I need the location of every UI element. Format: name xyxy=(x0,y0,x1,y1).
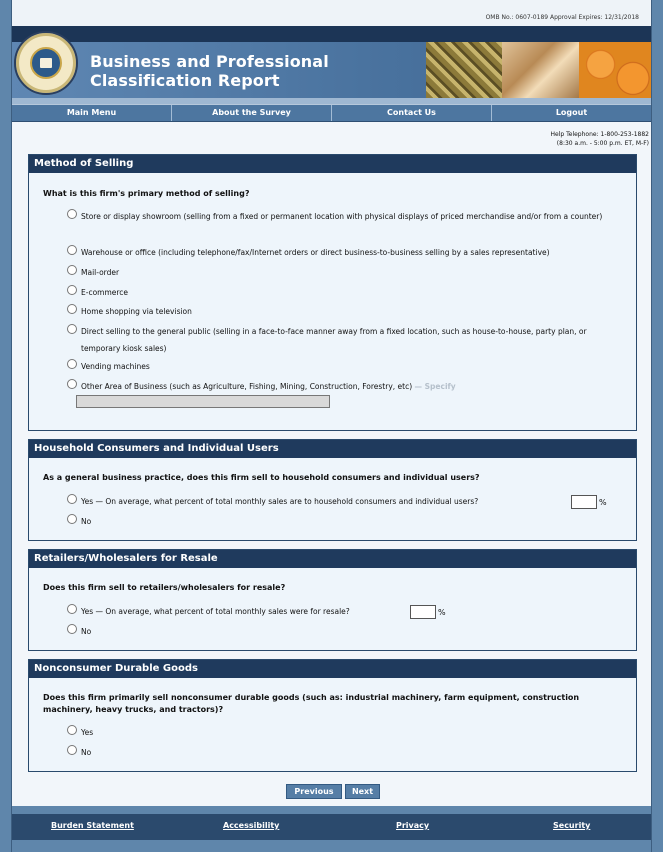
nav-main-menu[interactable]: Main Menu xyxy=(12,105,172,121)
footer-accessibility-link[interactable]: Accessibility xyxy=(223,821,280,830)
option-label: Yes — On average, what percent of total monthly sales were for resale? xyxy=(81,607,350,616)
percent-sign: % xyxy=(438,608,446,617)
option-yes xyxy=(67,603,622,620)
book-icon xyxy=(40,58,52,68)
option-store-showroom xyxy=(67,208,622,225)
header-banner xyxy=(12,26,651,104)
section-retailers-wholesalers xyxy=(28,549,637,651)
previous-button[interactable]: Previous xyxy=(286,784,342,799)
section-household-consumers xyxy=(28,439,637,541)
option-vending-machines xyxy=(67,358,622,375)
question-text: Does this firm primarily sell nonconsumer durable goods (such as: industrial machinery, farm equipment, construction machinery, heavy trucks, and tractors)? xyxy=(43,693,580,714)
option-yes xyxy=(67,724,622,741)
section-title: Method of Selling xyxy=(29,155,636,173)
radio-no[interactable] xyxy=(67,745,77,755)
footer-privacy-link[interactable]: Privacy xyxy=(396,821,430,830)
question-text: As a general business practice, does this firm sell to household consumers and individual users? xyxy=(43,473,480,482)
option-label: Yes — On average, what percent of total monthly sales are to household consumers and individual users? xyxy=(81,497,479,506)
percent-input[interactable] xyxy=(571,495,597,509)
radio-yes[interactable] xyxy=(67,494,77,504)
section-title: Household Consumers and Individual Users xyxy=(29,440,636,458)
radio-vending-machines[interactable] xyxy=(67,359,77,369)
help-hours-line: (8:30 a.m. - 5:00 p.m. ET, M-F) xyxy=(556,140,649,147)
radio-mail-order[interactable] xyxy=(67,265,77,275)
option-label: No xyxy=(81,627,92,636)
footer-burden-statement-link[interactable]: Burden Statement xyxy=(51,821,134,830)
option-label: No xyxy=(81,748,92,757)
radio-e-commerce[interactable] xyxy=(67,285,77,295)
title-line-2: Classification Report xyxy=(90,71,280,90)
specify-label: — Specify xyxy=(414,382,456,391)
specify-input[interactable] xyxy=(76,395,330,408)
nav-logout[interactable]: Logout xyxy=(555,108,588,117)
option-mail-order xyxy=(67,264,622,281)
option-no xyxy=(67,744,622,761)
section-nonconsumer-durable-goods xyxy=(28,659,637,772)
percent-sign: % xyxy=(599,498,607,507)
option-label: Store or display showroom (selling from a fixed or permanent location with physical displays of priced merchandise and/or from a counter) xyxy=(81,212,603,221)
option-warehouse-office xyxy=(67,244,622,261)
option-direct-selling xyxy=(67,323,622,357)
section-title: Nonconsumer Durable Goods xyxy=(29,660,636,678)
option-label: Home shopping via television xyxy=(81,307,192,316)
page-frame xyxy=(11,0,652,852)
section-title: Retailers/Wholesalers for Resale xyxy=(29,550,636,568)
oranges-photo xyxy=(579,42,651,98)
radio-warehouse-office[interactable] xyxy=(67,245,77,255)
header-photos xyxy=(426,42,651,98)
radio-other-business[interactable] xyxy=(67,379,77,389)
option-e-commerce xyxy=(67,284,622,301)
nav-about-survey[interactable]: About the Survey xyxy=(172,105,332,121)
omb-notice: OMB No.: 0607-0189 Approval Expires: 12/31/2018 xyxy=(12,0,651,26)
option-no xyxy=(67,513,622,530)
section-method-of-selling xyxy=(28,154,637,431)
commerce-seal-logo xyxy=(14,31,78,95)
main-nav xyxy=(12,104,651,122)
option-label: Yes xyxy=(81,728,94,737)
option-home-shopping-tv xyxy=(67,303,622,320)
option-yes xyxy=(67,493,622,510)
radio-store-showroom[interactable] xyxy=(67,209,77,219)
radio-direct-selling[interactable] xyxy=(67,324,77,334)
question-text: What is this firm's primary method of selling? xyxy=(43,189,250,198)
option-label: Vending machines xyxy=(81,362,150,371)
option-label: Warehouse or office (including telephone/fax/Internet orders or direct business-to-business selling by a sales representative) xyxy=(81,248,550,257)
footer xyxy=(12,806,651,852)
option-label: Mail-order xyxy=(81,268,120,277)
nav-contact-us[interactable]: Contact Us xyxy=(332,105,492,121)
option-label: Other Area of Business (such as Agriculture, Fishing, Mining, Construction, Forestry, etc) xyxy=(81,382,413,391)
percent-input[interactable] xyxy=(410,605,436,619)
footer-security-link[interactable]: Security xyxy=(553,821,591,830)
hardware-photo xyxy=(426,42,502,98)
radio-no[interactable] xyxy=(67,624,77,634)
option-no xyxy=(67,623,622,640)
radio-home-shopping-tv[interactable] xyxy=(67,304,77,314)
boxes-photo xyxy=(502,42,579,98)
question-text: Does this firm sell to retailers/wholesalers for resale? xyxy=(43,583,286,592)
help-phone-line: Help Telephone: 1-800-253-1882 xyxy=(550,131,649,138)
option-label: E-commerce xyxy=(81,288,129,297)
seal-emblem-icon xyxy=(30,47,62,79)
option-label: No xyxy=(81,517,92,526)
radio-yes[interactable] xyxy=(67,725,77,735)
radio-yes[interactable] xyxy=(67,604,77,614)
radio-no[interactable] xyxy=(67,514,77,524)
next-button[interactable]: Next xyxy=(345,784,380,799)
page-title xyxy=(90,52,329,90)
option-label: Direct selling to the general public (selling in a face-to-face manner away from a fixed location, such as house-to-house, party plan, or temporary kiosk sales) xyxy=(81,327,587,353)
title-line-1: Business and Professional xyxy=(90,52,329,71)
option-other-business xyxy=(67,378,622,395)
help-telephone xyxy=(551,130,649,148)
